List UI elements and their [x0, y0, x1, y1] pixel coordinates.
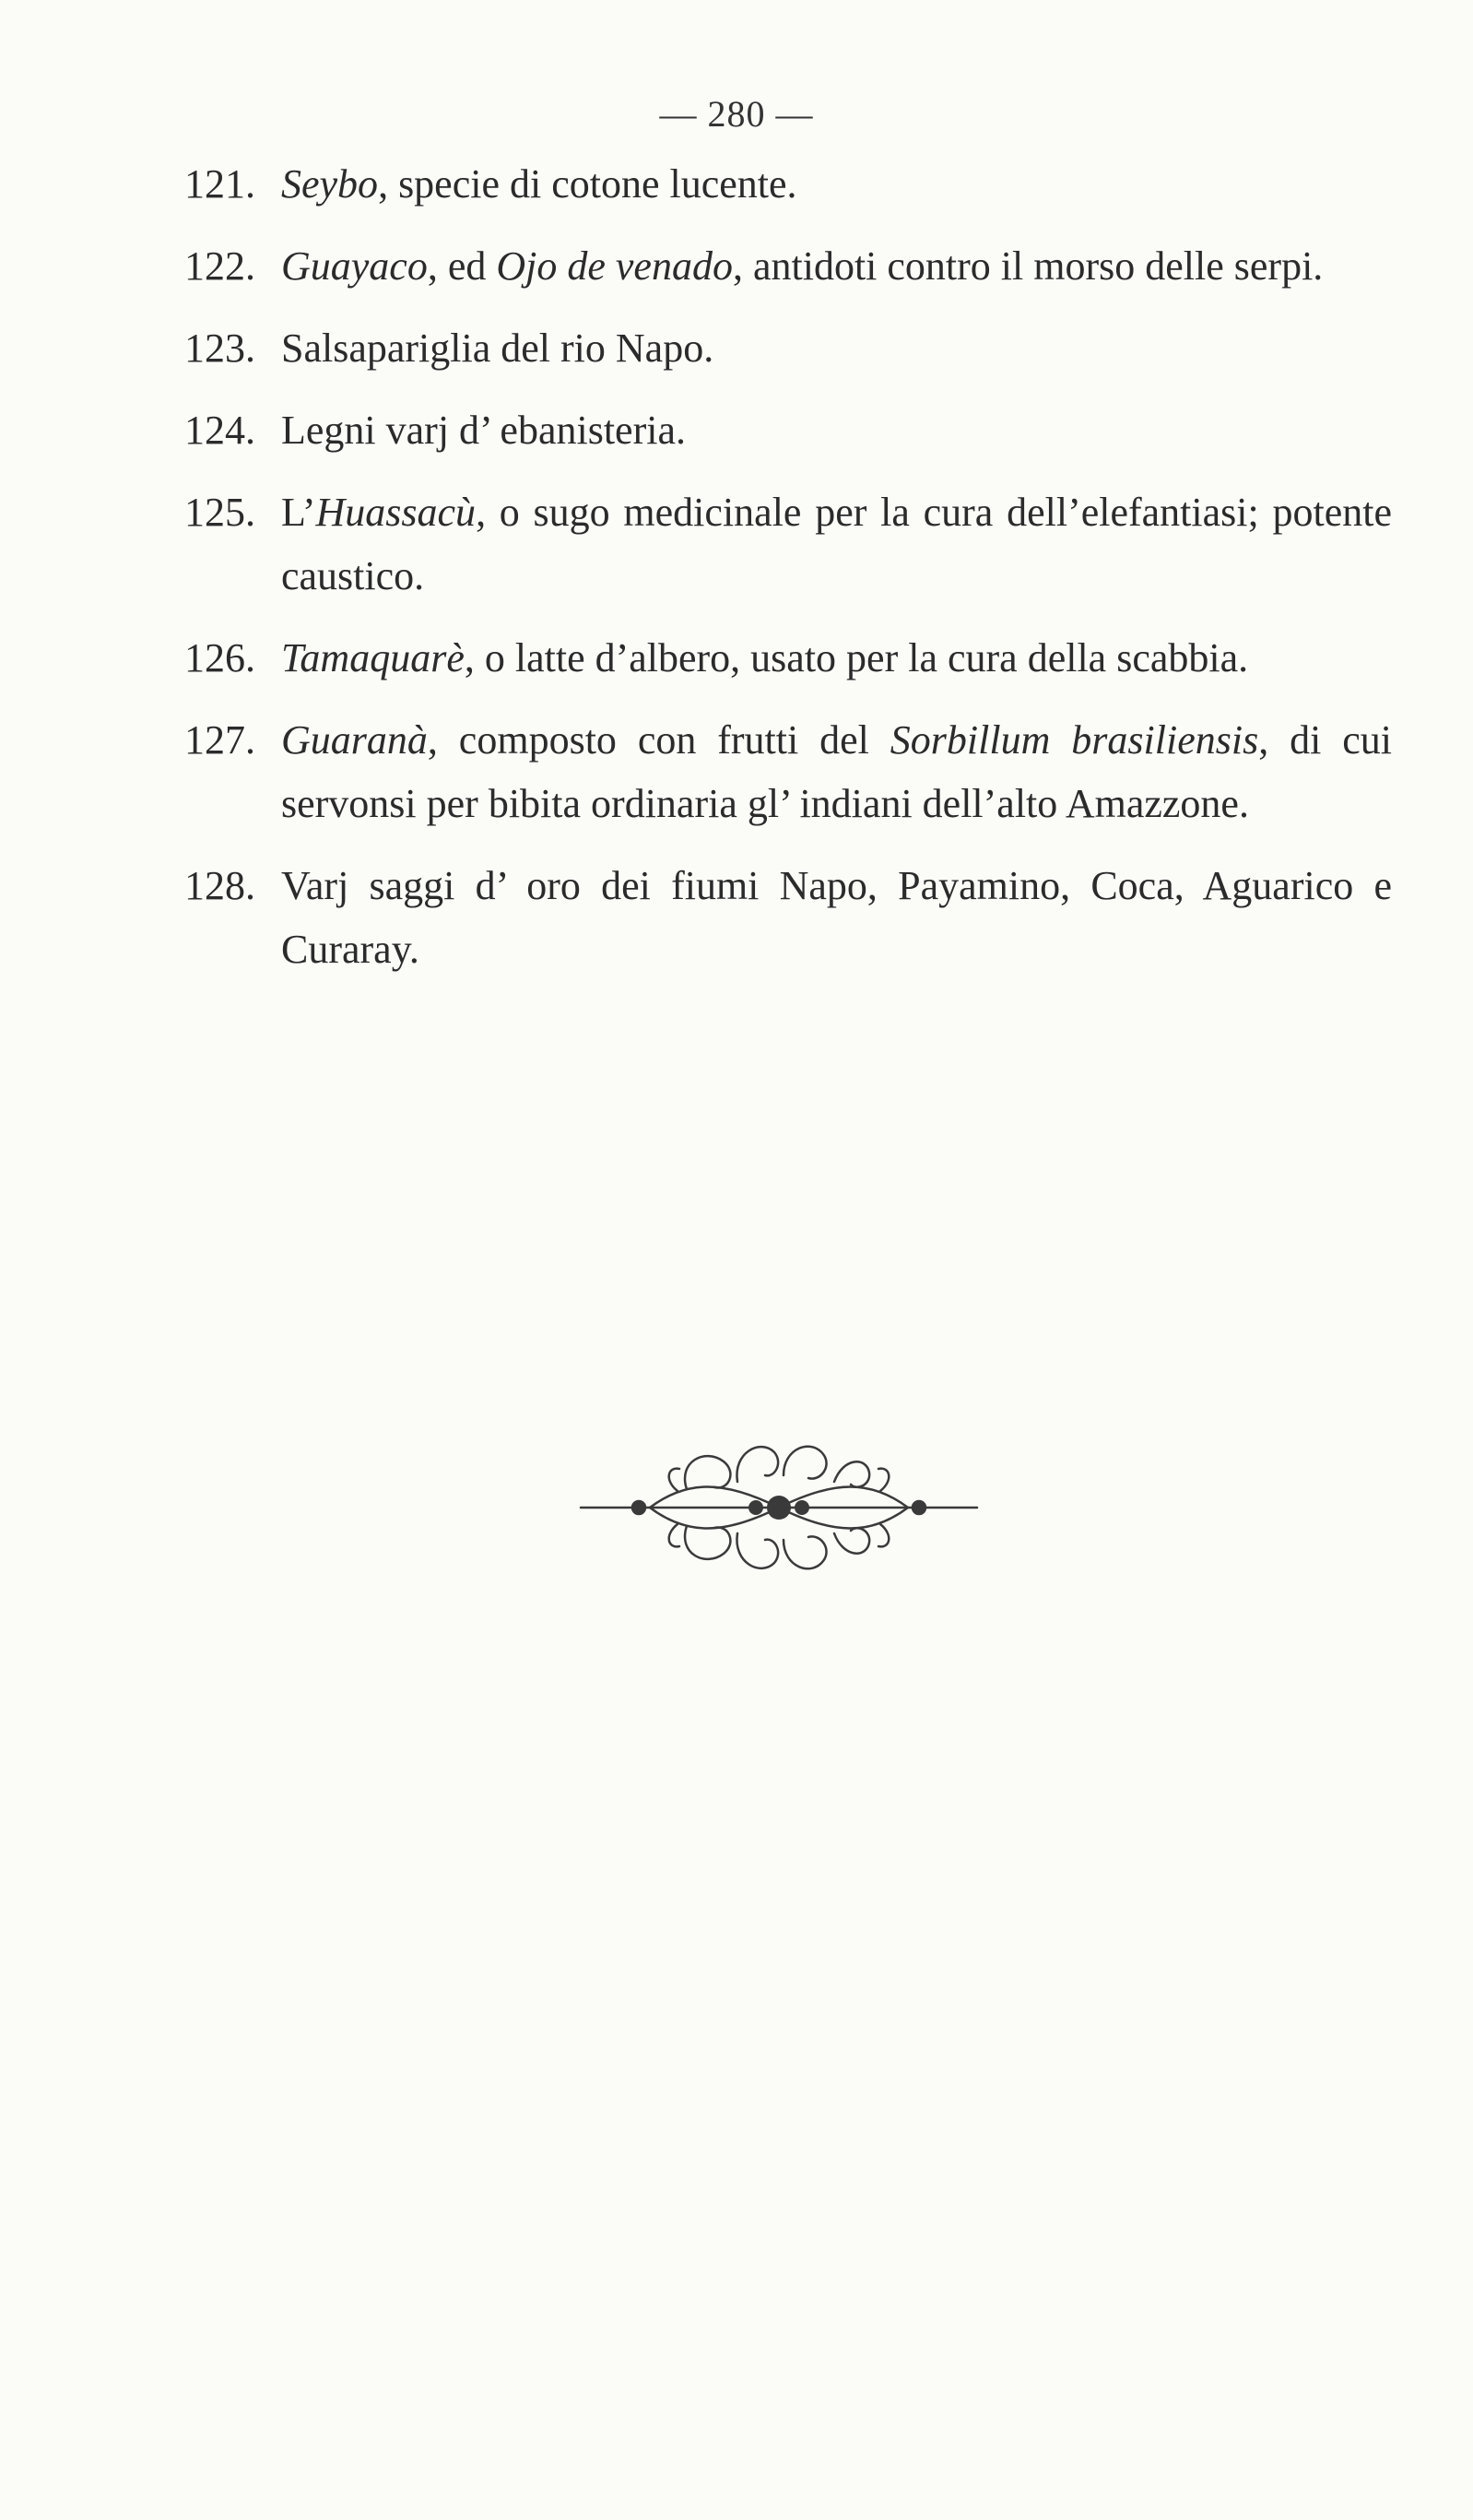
entry-text-run: , specie di cotone lucente.	[378, 161, 797, 207]
page-number: — 280 —	[659, 93, 814, 135]
list-item	[184, 152, 1392, 216]
list-item	[184, 398, 1392, 462]
entry-text	[281, 234, 1392, 298]
entry-text-run: , o latte d’albero, usato per la cura della scabbia.	[464, 635, 1249, 680]
entry-text	[281, 708, 1392, 835]
entry-text-run: Varj saggi d’ oro dei fiumi Napo, Payamino, Coca, Aguarico e Curaray.	[281, 863, 1392, 972]
italic-term: Sorbillum brasiliensis	[890, 717, 1259, 763]
list-item	[184, 480, 1392, 608]
list-item	[184, 316, 1392, 380]
entry-number: 125.	[184, 490, 255, 535]
flourish-ornament-icon	[576, 1425, 982, 1591]
entry-list	[184, 152, 1392, 1000]
entry-number: 127.	[184, 717, 255, 763]
entry-text-run: , antidoti contro il morso delle serpi.	[732, 243, 1324, 289]
entry-text-run: L’	[281, 490, 316, 535]
list-item	[184, 854, 1392, 981]
entry-number: 128.	[184, 863, 255, 908]
entry-text	[281, 398, 1392, 462]
entry-number: 124.	[184, 408, 255, 453]
entry-text-run: Legni varj d’ ebanisteria.	[281, 408, 686, 453]
entry-text	[281, 480, 1392, 608]
entry-text-run: , composto con frutti del	[427, 717, 890, 763]
entry-number: 122.	[184, 243, 255, 289]
italic-term: Guaranà	[281, 717, 428, 763]
entry-text	[281, 152, 1392, 216]
italic-term: Ojo de venado	[496, 243, 733, 289]
entry-text-run: , di cui servonsi per bibita ordinaria gl’ indiani dell’alto Amazzone.	[281, 717, 1392, 826]
entry-number: 123.	[184, 325, 255, 371]
entry-text-run: , ed	[427, 243, 497, 289]
list-item	[184, 626, 1392, 690]
list-item	[184, 234, 1392, 298]
italic-term: Tamaquarè	[281, 635, 465, 680]
entry-number: 121.	[184, 161, 255, 207]
entry-text	[281, 854, 1392, 981]
italic-term: Guayaco	[281, 243, 428, 289]
italic-term: Huassacù	[315, 490, 477, 535]
list-item	[184, 708, 1392, 835]
italic-term: Seybo	[281, 161, 379, 207]
entry-text-run: Salsapariglia del rio Napo.	[281, 325, 714, 371]
entry-number: 126.	[184, 635, 255, 680]
entry-text	[281, 626, 1392, 690]
entry-text	[281, 316, 1392, 380]
entry-text-run: , o sugo medicinale per la cura dell’elefantiasi; potente caustico.	[281, 490, 1392, 598]
